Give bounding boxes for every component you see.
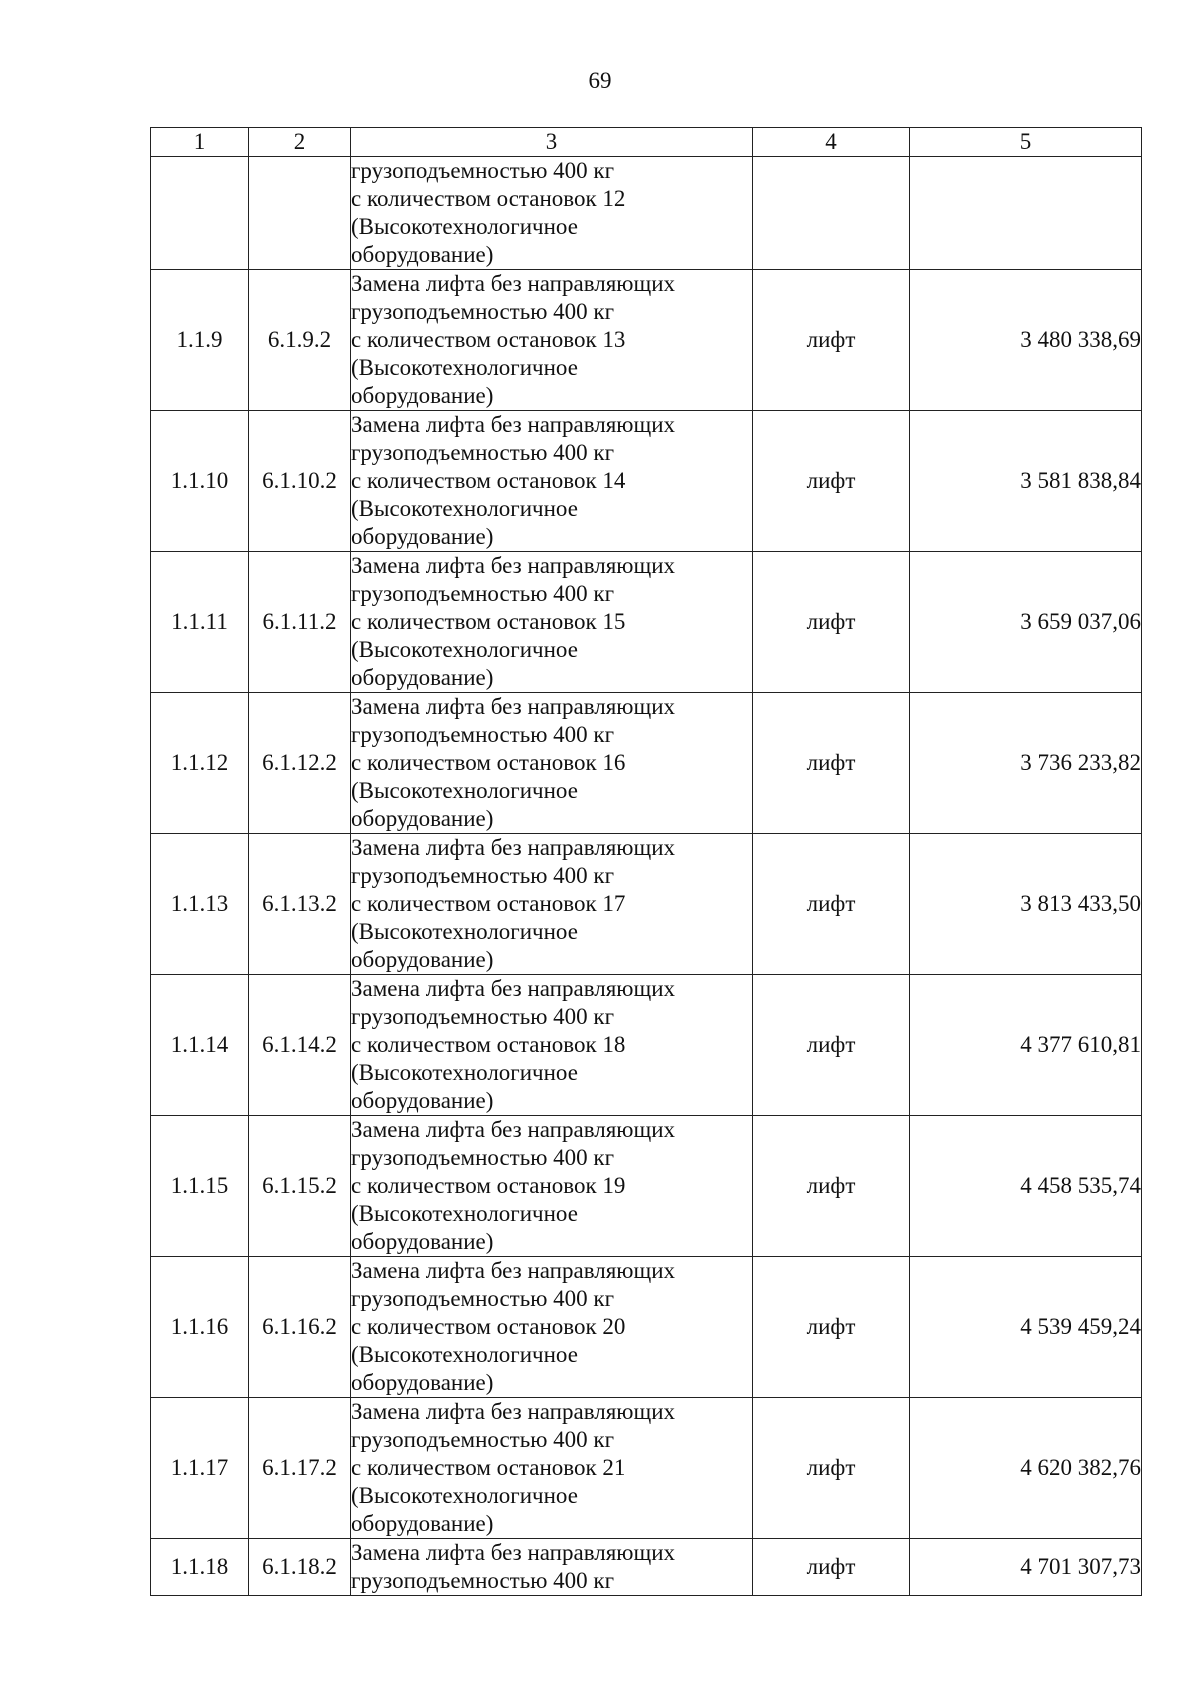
description-line: грузоподъемностью 400 кг: [351, 1427, 615, 1452]
description-line: Замена лифта без направляющих: [351, 271, 676, 296]
description-line: грузоподъемностью 400 кг: [351, 1286, 615, 1311]
description-line: грузоподъемностью 400 кг: [351, 1568, 615, 1593]
description-line: (Высокотехнологичное: [351, 1060, 578, 1085]
item-number-cell: 1.1.12: [151, 693, 249, 834]
description-line: оборудование): [351, 1370, 494, 1395]
item-number-cell: 1.1.9: [151, 270, 249, 411]
item-number-cell: 1.1.16: [151, 1257, 249, 1398]
description-line: грузоподъемностью 400 кг: [351, 1004, 615, 1029]
description-line: оборудование): [351, 524, 494, 549]
description-line: с количеством остановок 17: [351, 891, 626, 916]
description-line: (Высокотехнологичное: [351, 355, 578, 380]
description-line: оборудование): [351, 947, 494, 972]
code-cell: 6.1.15.2: [249, 1116, 351, 1257]
description-line: оборудование): [351, 1511, 494, 1536]
price-cell: 3 581 838,84: [910, 411, 1142, 552]
description-line: оборудование): [351, 806, 494, 831]
description-line: (Высокотехнологичное: [351, 1483, 578, 1508]
description-cell: [351, 270, 753, 411]
table-row: [151, 975, 1142, 1116]
header-cell-5: 5: [910, 128, 1142, 157]
header-row: [151, 128, 1142, 157]
description-line: грузоподъемностью 400 кг: [351, 722, 615, 747]
price-cell: 3 736 233,82: [910, 693, 1142, 834]
unit-cell: лифт: [753, 834, 910, 975]
code-cell: [249, 157, 351, 270]
table-row: [151, 157, 1142, 270]
header-cell-1: 1: [151, 128, 249, 157]
description-cell: [351, 1398, 753, 1539]
table-row: [151, 1539, 1142, 1596]
header-cell-3: 3: [351, 128, 753, 157]
unit-cell: лифт: [753, 552, 910, 693]
description-cell: [351, 157, 753, 270]
description-line: (Высокотехнологичное: [351, 637, 578, 662]
description-line: с количеством остановок 20: [351, 1314, 626, 1339]
code-cell: 6.1.12.2: [249, 693, 351, 834]
item-number-cell: 1.1.17: [151, 1398, 249, 1539]
description-cell: [351, 1539, 753, 1596]
code-cell: 6.1.10.2: [249, 411, 351, 552]
item-number-cell: [151, 157, 249, 270]
description-line: с количеством остановок 21: [351, 1455, 626, 1480]
header-cell-4: 4: [753, 128, 910, 157]
price-cell: 4 620 382,76: [910, 1398, 1142, 1539]
description-line: грузоподъемностью 400 кг: [351, 299, 615, 324]
unit-cell: лифт: [753, 1398, 910, 1539]
description-line: грузоподъемностью 400 кг: [351, 440, 615, 465]
description-line: (Высокотехнологичное: [351, 778, 578, 803]
table-row: [151, 411, 1142, 552]
code-cell: 6.1.11.2: [249, 552, 351, 693]
description-line: (Высокотехнологичное: [351, 496, 578, 521]
item-number-cell: 1.1.18: [151, 1539, 249, 1596]
description-line: оборудование): [351, 1088, 494, 1113]
description-line: с количеством остановок 16: [351, 750, 626, 775]
table-row: [151, 1398, 1142, 1539]
price-cell: 3 659 037,06: [910, 552, 1142, 693]
table-row: [151, 834, 1142, 975]
description-line: оборудование): [351, 242, 494, 267]
description-line: с количеством остановок 15: [351, 609, 626, 634]
description-line: оборудование): [351, 665, 494, 690]
description-line: Замена лифта без направляющих: [351, 976, 676, 1001]
price-cell: [910, 157, 1142, 270]
description-line: Замена лифта без направляющих: [351, 835, 676, 860]
description-line: с количеством остановок 18: [351, 1032, 626, 1057]
description-line: (Высокотехнологичное: [351, 1201, 578, 1226]
table-row: [151, 1257, 1142, 1398]
table-row: [151, 1116, 1142, 1257]
description-line: (Высокотехнологичное: [351, 1342, 578, 1367]
unit-cell: лифт: [753, 975, 910, 1116]
description-line: с количеством остановок 13: [351, 327, 626, 352]
price-cell: 3 480 338,69: [910, 270, 1142, 411]
unit-cell: лифт: [753, 270, 910, 411]
description-line: грузоподъемностью 400 кг: [351, 581, 615, 606]
description-line: грузоподъемностью 400 кг: [351, 158, 615, 183]
description-cell: [351, 552, 753, 693]
unit-cell: [753, 157, 910, 270]
item-number-cell: 1.1.10: [151, 411, 249, 552]
table-row: [151, 552, 1142, 693]
item-number-cell: 1.1.11: [151, 552, 249, 693]
description-line: Замена лифта без направляющих: [351, 694, 676, 719]
page-number: 69: [588, 68, 612, 93]
description-line: с количеством остановок 19: [351, 1173, 626, 1198]
code-cell: 6.1.18.2: [249, 1539, 351, 1596]
description-line: Замена лифта без направляющих: [351, 1540, 676, 1565]
table-row: [151, 270, 1142, 411]
item-number-cell: 1.1.13: [151, 834, 249, 975]
description-cell: [351, 834, 753, 975]
price-cell: 3 813 433,50: [910, 834, 1142, 975]
unit-cell: лифт: [753, 411, 910, 552]
description-cell: [351, 693, 753, 834]
price-cell: 4 539 459,24: [910, 1257, 1142, 1398]
description-line: Замена лифта без направляющих: [351, 1258, 676, 1283]
description-line: Замена лифта без направляющих: [351, 553, 676, 578]
price-cell: 4 458 535,74: [910, 1116, 1142, 1257]
description-line: оборудование): [351, 383, 494, 408]
description-cell: [351, 411, 753, 552]
description-line: с количеством остановок 14: [351, 468, 626, 493]
unit-cell: лифт: [753, 1539, 910, 1596]
code-cell: 6.1.17.2: [249, 1398, 351, 1539]
description-cell: [351, 1116, 753, 1257]
description-cell: [351, 1257, 753, 1398]
item-number-cell: 1.1.15: [151, 1116, 249, 1257]
description-line: грузоподъемностью 400 кг: [351, 1145, 615, 1170]
unit-cell: лифт: [753, 1257, 910, 1398]
table-row: [151, 693, 1142, 834]
description-line: Замена лифта без направляющих: [351, 1399, 676, 1424]
price-cell: 4 377 610,81: [910, 975, 1142, 1116]
price-table: [150, 127, 1142, 1596]
code-cell: 6.1.14.2: [249, 975, 351, 1116]
description-line: (Высокотехнологичное: [351, 214, 578, 239]
description-line: с количеством остановок 12: [351, 186, 626, 211]
description-cell: [351, 975, 753, 1116]
description-line: (Высокотехнологичное: [351, 919, 578, 944]
description-line: оборудование): [351, 1229, 494, 1254]
description-line: грузоподъемностью 400 кг: [351, 863, 615, 888]
description-line: Замена лифта без направляющих: [351, 412, 676, 437]
code-cell: 6.1.16.2: [249, 1257, 351, 1398]
header-cell-2: 2: [249, 128, 351, 157]
item-number-cell: 1.1.14: [151, 975, 249, 1116]
description-line: Замена лифта без направляющих: [351, 1117, 676, 1142]
code-cell: 6.1.13.2: [249, 834, 351, 975]
unit-cell: лифт: [753, 1116, 910, 1257]
unit-cell: лифт: [753, 693, 910, 834]
code-cell: 6.1.9.2: [249, 270, 351, 411]
price-cell: 4 701 307,73: [910, 1539, 1142, 1596]
